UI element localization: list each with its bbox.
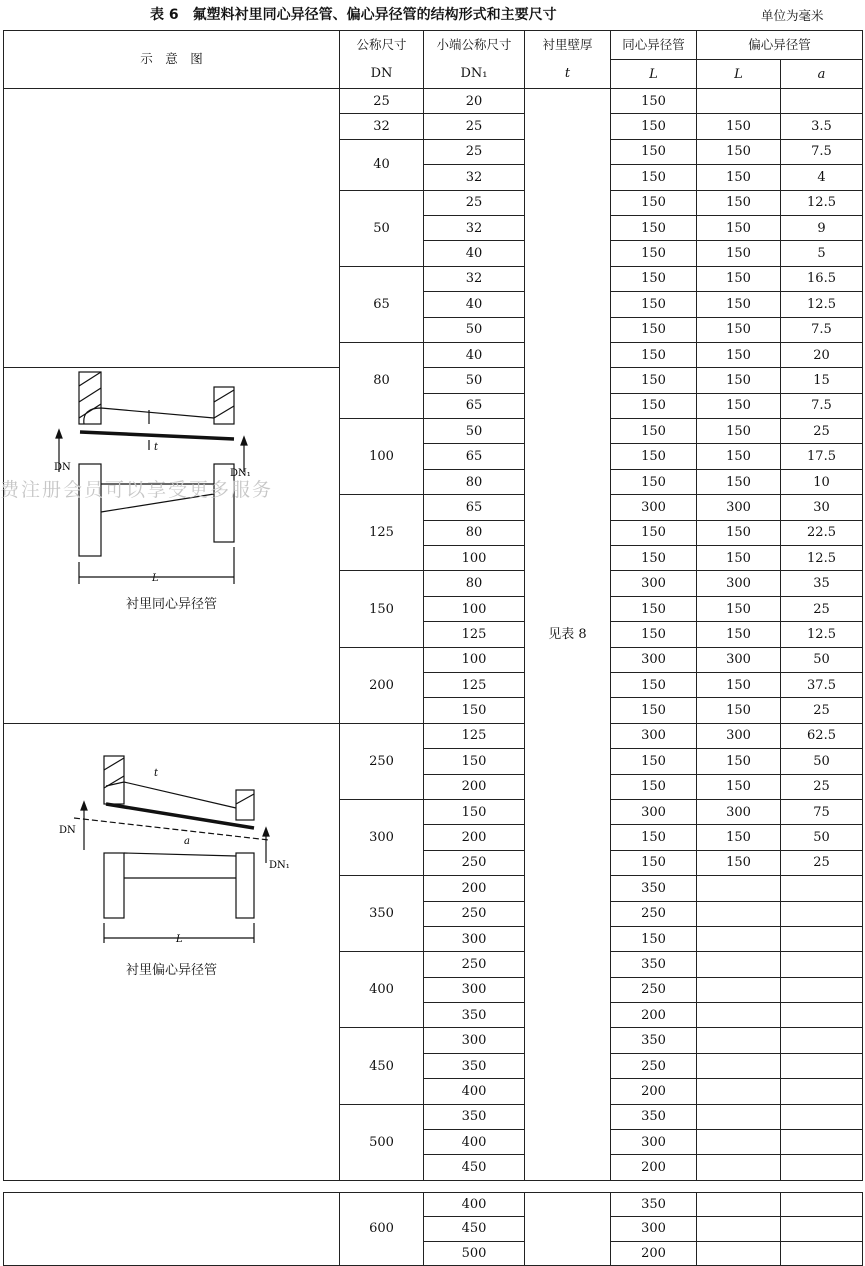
diagram-blank-bottom xyxy=(4,1193,340,1266)
dn1-cell: 150 xyxy=(424,698,525,723)
diagram-caption: 衬里偏心异径管 xyxy=(125,962,217,978)
eccentric-L-cell xyxy=(697,1028,781,1053)
label-t: t xyxy=(154,442,159,454)
eccentric-L-cell: 150 xyxy=(697,419,781,444)
label-dn: DN xyxy=(59,824,76,836)
eccentric-L-cell xyxy=(697,1003,781,1028)
eccentric-L-cell: 300 xyxy=(697,647,781,672)
concentric-L-cell: 150 xyxy=(611,850,697,875)
dn1-cell: 25 xyxy=(424,190,525,215)
dn1-cell: 250 xyxy=(424,952,525,977)
table-body xyxy=(4,89,863,1181)
eccentric-L-cell: 150 xyxy=(697,444,781,469)
eccentric-a-cell: 12.5 xyxy=(781,190,863,215)
dn-cell: 50 xyxy=(340,190,424,266)
concentric-L-cell: 150 xyxy=(611,698,697,723)
dn1-cell: 50 xyxy=(424,368,525,393)
concentric-reducer-drawing xyxy=(54,372,254,592)
concentric-L-cell: 150 xyxy=(611,89,697,114)
concentric-L-cell: 200 xyxy=(611,1241,697,1265)
eccentric-a-cell: 12.5 xyxy=(781,622,863,647)
dn1-cell: 300 xyxy=(424,926,525,951)
concentric-L-cell: 350 xyxy=(611,1104,697,1129)
eccentric-a-cell xyxy=(781,89,863,114)
eccentric-a-cell: 16.5 xyxy=(781,266,863,291)
diagram-eccentric xyxy=(4,723,340,1180)
dn1-cell: 200 xyxy=(424,876,525,901)
dn1-cell: 350 xyxy=(424,1003,525,1028)
eccentric-L-cell: 150 xyxy=(697,546,781,571)
eccentric-L-cell: 150 xyxy=(697,342,781,367)
concentric-L-cell: 350 xyxy=(611,1193,697,1217)
dn-cell: 350 xyxy=(340,876,424,952)
eccentric-L-cell xyxy=(697,1193,781,1217)
eccentric-L-cell: 150 xyxy=(697,368,781,393)
diagram-blank-top xyxy=(4,89,340,368)
eccentric-L-cell: 150 xyxy=(697,749,781,774)
concentric-L-cell: 350 xyxy=(611,952,697,977)
eccentric-L-cell: 150 xyxy=(697,520,781,545)
dn1-cell: 450 xyxy=(424,1155,525,1180)
concentric-L-cell: 250 xyxy=(611,1053,697,1078)
concentric-L-cell: 150 xyxy=(611,546,697,571)
eccentric-a-cell: 5 xyxy=(781,241,863,266)
table-row xyxy=(4,1193,863,1217)
dn1-cell: 500 xyxy=(424,1241,525,1265)
eccentric-L-cell: 300 xyxy=(697,723,781,748)
eccentric-a-cell: 10 xyxy=(781,469,863,494)
eccentric-L-cell: 300 xyxy=(697,571,781,596)
dn1-cell: 100 xyxy=(424,546,525,571)
eccentric-a-cell: 15 xyxy=(781,368,863,393)
header-dn-symbol: DN xyxy=(340,60,424,89)
dn-cell: 25 xyxy=(340,89,424,114)
dn1-cell: 80 xyxy=(424,469,525,494)
concentric-L-cell: 300 xyxy=(611,1130,697,1155)
dn1-cell: 32 xyxy=(424,215,525,240)
concentric-L-cell: 200 xyxy=(611,1079,697,1104)
dn1-cell: 250 xyxy=(424,901,525,926)
concentric-L-cell: 150 xyxy=(611,241,697,266)
concentric-L-cell: 150 xyxy=(611,266,697,291)
table-row xyxy=(4,723,863,748)
label-L: L xyxy=(176,933,183,945)
dimension-table-continued xyxy=(3,1192,863,1266)
eccentric-a-cell: 22.5 xyxy=(781,520,863,545)
diagram-caption: 衬里同心异径管 xyxy=(125,597,217,613)
title-bar xyxy=(0,0,865,30)
dn1-cell: 25 xyxy=(424,139,525,164)
dn1-cell: 150 xyxy=(424,799,525,824)
unit-note: 单位为毫米 xyxy=(761,8,824,23)
eccentric-L-cell: 150 xyxy=(697,241,781,266)
concentric-L-cell: 150 xyxy=(611,419,697,444)
eccentric-L-cell: 150 xyxy=(697,266,781,291)
dn1-cell: 200 xyxy=(424,825,525,850)
eccentric-a-cell: 17.5 xyxy=(781,444,863,469)
eccentric-L-cell xyxy=(697,926,781,951)
eccentric-a-cell: 7.5 xyxy=(781,393,863,418)
concentric-L-cell: 150 xyxy=(611,292,697,317)
concentric-L-cell: 150 xyxy=(611,825,697,850)
concentric-L-cell: 150 xyxy=(611,672,697,697)
eccentric-a-cell xyxy=(781,1104,863,1129)
concentric-L-cell: 200 xyxy=(611,1003,697,1028)
eccentric-a-cell xyxy=(781,1241,863,1265)
header-eccentric: 偏心异径管 xyxy=(697,31,863,60)
dn-cell: 500 xyxy=(340,1104,424,1180)
dn1-cell: 400 xyxy=(424,1130,525,1155)
eccentric-L-cell xyxy=(697,1053,781,1078)
eccentric-L-cell xyxy=(697,876,781,901)
concentric-L-cell: 150 xyxy=(611,317,697,342)
eccentric-L-cell xyxy=(697,1241,781,1265)
diagram-concentric xyxy=(4,368,340,723)
eccentric-a-cell xyxy=(781,1079,863,1104)
eccentric-a-cell xyxy=(781,1130,863,1155)
dn1-cell: 125 xyxy=(424,723,525,748)
dn1-cell: 65 xyxy=(424,444,525,469)
eccentric-a-cell: 50 xyxy=(781,825,863,850)
eccentric-L-cell: 150 xyxy=(697,850,781,875)
concentric-L-cell: 150 xyxy=(611,926,697,951)
dn1-cell: 40 xyxy=(424,292,525,317)
dn1-cell: 100 xyxy=(424,647,525,672)
eccentric-a-cell xyxy=(781,1003,863,1028)
label-dn1: DN₁ xyxy=(269,859,290,871)
header-thickness: 衬里壁厚 xyxy=(525,31,611,60)
dn-cell: 250 xyxy=(340,723,424,799)
table-row xyxy=(4,89,863,114)
concentric-L-cell: 300 xyxy=(611,1217,697,1241)
concentric-L-cell: 150 xyxy=(611,342,697,367)
eccentric-L-cell: 150 xyxy=(697,165,781,190)
concentric-L-cell: 300 xyxy=(611,723,697,748)
dn-cell: 450 xyxy=(340,1028,424,1104)
dn1-cell: 400 xyxy=(424,1079,525,1104)
concentric-L-cell: 300 xyxy=(611,647,697,672)
concentric-L-cell: 350 xyxy=(611,876,697,901)
eccentric-L-cell xyxy=(697,1217,781,1241)
eccentric-a-cell: 7.5 xyxy=(781,139,863,164)
eccentric-L-cell: 150 xyxy=(697,215,781,240)
eccentric-L-cell: 150 xyxy=(697,698,781,723)
concentric-L-cell: 300 xyxy=(611,571,697,596)
eccentric-a-cell: 25 xyxy=(781,850,863,875)
dn1-cell: 125 xyxy=(424,672,525,697)
dn-cell: 300 xyxy=(340,799,424,875)
header-concentric: 同心异径管 xyxy=(611,31,697,60)
dn1-cell: 50 xyxy=(424,419,525,444)
concentric-L-cell: 150 xyxy=(611,190,697,215)
eccentric-L-cell: 150 xyxy=(697,317,781,342)
eccentric-L-cell: 150 xyxy=(697,774,781,799)
dn1-cell: 65 xyxy=(424,495,525,520)
eccentric-L-cell xyxy=(697,977,781,1002)
eccentric-L-cell: 150 xyxy=(697,393,781,418)
eccentric-a-cell xyxy=(781,1193,863,1217)
dn1-cell: 40 xyxy=(424,342,525,367)
dimension-table xyxy=(3,30,863,1181)
dn1-cell: 200 xyxy=(424,774,525,799)
eccentric-L-cell xyxy=(697,89,781,114)
eccentric-L-cell: 150 xyxy=(697,190,781,215)
eccentric-L-cell: 150 xyxy=(697,622,781,647)
concentric-L-cell: 150 xyxy=(611,596,697,621)
concentric-L-cell: 150 xyxy=(611,520,697,545)
eccentric-a-cell: 25 xyxy=(781,419,863,444)
eccentric-a-cell: 9 xyxy=(781,215,863,240)
concentric-L-cell: 150 xyxy=(611,165,697,190)
header-eccentric-L: L xyxy=(697,60,781,89)
dn1-cell: 32 xyxy=(424,266,525,291)
dn1-cell: 350 xyxy=(424,1053,525,1078)
eccentric-L-cell xyxy=(697,952,781,977)
eccentric-a-cell: 75 xyxy=(781,799,863,824)
eccentric-L-cell xyxy=(697,901,781,926)
label-a: a xyxy=(184,835,190,847)
header-dn: 公称尺寸 xyxy=(340,31,424,60)
concentric-L-cell: 250 xyxy=(611,901,697,926)
eccentric-L-cell: 300 xyxy=(697,495,781,520)
eccentric-L-cell: 150 xyxy=(697,825,781,850)
dn-cell: 100 xyxy=(340,419,424,495)
eccentric-a-cell: 62.5 xyxy=(781,723,863,748)
eccentric-a-cell xyxy=(781,1155,863,1180)
eccentric-a-cell xyxy=(781,926,863,951)
dn1-cell: 100 xyxy=(424,596,525,621)
concentric-L-cell: 150 xyxy=(611,114,697,139)
eccentric-a-cell: 50 xyxy=(781,647,863,672)
header-diagram: 示 意 图 xyxy=(4,31,340,89)
label-dn: DN xyxy=(54,462,71,474)
eccentric-a-cell xyxy=(781,876,863,901)
eccentric-a-cell xyxy=(781,901,863,926)
label-t: t xyxy=(154,767,159,779)
table-title: 表 6 氟塑料衬里同心异径管、偏心异径管的结构形式和主要尺寸 xyxy=(150,7,557,23)
dn1-cell: 80 xyxy=(424,571,525,596)
eccentric-a-cell: 7.5 xyxy=(781,317,863,342)
eccentric-L-cell xyxy=(697,1155,781,1180)
table-row xyxy=(4,368,863,393)
eccentric-a-cell xyxy=(781,1028,863,1053)
label-dn1: DN₁ xyxy=(230,468,251,480)
concentric-L-cell: 150 xyxy=(611,368,697,393)
dn1-cell: 32 xyxy=(424,165,525,190)
eccentric-a-cell: 12.5 xyxy=(781,546,863,571)
eccentric-L-cell: 150 xyxy=(697,596,781,621)
concentric-L-cell: 150 xyxy=(611,749,697,774)
dn-cell: 125 xyxy=(340,495,424,571)
header-concentric-L: L xyxy=(611,60,697,89)
dn1-cell: 250 xyxy=(424,850,525,875)
eccentric-L-cell xyxy=(697,1104,781,1129)
dn-cell: 40 xyxy=(340,139,424,190)
dn-cell: 200 xyxy=(340,647,424,723)
label-L: L xyxy=(152,573,159,585)
eccentric-L-cell: 150 xyxy=(697,672,781,697)
concentric-L-cell: 200 xyxy=(611,1155,697,1180)
thickness-cell: 见表 8 xyxy=(525,89,611,1181)
dn1-cell: 40 xyxy=(424,241,525,266)
eccentric-a-cell xyxy=(781,977,863,1002)
eccentric-a-cell: 20 xyxy=(781,342,863,367)
concentric-L-cell: 250 xyxy=(611,977,697,1002)
header-dn1-symbol: DN₁ xyxy=(424,60,525,89)
concentric-L-cell: 150 xyxy=(611,215,697,240)
dn1-cell: 20 xyxy=(424,89,525,114)
dn1-cell: 25 xyxy=(424,114,525,139)
concentric-L-cell: 150 xyxy=(611,393,697,418)
table-body-continued xyxy=(4,1193,863,1266)
dn1-cell: 350 xyxy=(424,1104,525,1129)
eccentric-a-cell: 12.5 xyxy=(781,292,863,317)
watermark: 费注册会员可以享受更多服务 xyxy=(0,479,274,501)
eccentric-a-cell: 25 xyxy=(781,774,863,799)
dn1-cell: 50 xyxy=(424,317,525,342)
thickness-cell xyxy=(525,1193,611,1266)
eccentric-a-cell xyxy=(781,1053,863,1078)
concentric-L-cell: 350 xyxy=(611,1028,697,1053)
eccentric-L-cell: 150 xyxy=(697,114,781,139)
dn-cell: 150 xyxy=(340,571,424,647)
eccentric-reducer-drawing xyxy=(44,738,290,948)
header-thickness-symbol: t xyxy=(525,60,611,89)
eccentric-a-cell xyxy=(781,952,863,977)
eccentric-L-cell: 150 xyxy=(697,292,781,317)
eccentric-a-cell: 37.5 xyxy=(781,672,863,697)
eccentric-a-cell xyxy=(781,1217,863,1241)
eccentric-a-cell: 25 xyxy=(781,596,863,621)
dn1-cell: 300 xyxy=(424,977,525,1002)
concentric-L-cell: 150 xyxy=(611,469,697,494)
eccentric-a-cell: 25 xyxy=(781,698,863,723)
eccentric-a-cell: 4 xyxy=(781,165,863,190)
eccentric-L-cell xyxy=(697,1079,781,1104)
dn-cell: 400 xyxy=(340,952,424,1028)
dn-cell: 600 xyxy=(340,1193,424,1266)
dn-cell: 65 xyxy=(340,266,424,342)
eccentric-a-cell: 35 xyxy=(781,571,863,596)
eccentric-L-cell: 300 xyxy=(697,799,781,824)
eccentric-L-cell: 150 xyxy=(697,469,781,494)
dn1-cell: 300 xyxy=(424,1028,525,1053)
eccentric-L-cell: 150 xyxy=(697,139,781,164)
eccentric-a-cell: 50 xyxy=(781,749,863,774)
eccentric-a-cell: 3.5 xyxy=(781,114,863,139)
dn1-cell: 450 xyxy=(424,1217,525,1241)
dn1-cell: 150 xyxy=(424,749,525,774)
dn1-cell: 80 xyxy=(424,520,525,545)
dn1-cell: 65 xyxy=(424,393,525,418)
concentric-L-cell: 300 xyxy=(611,799,697,824)
header-dn1: 小端公称尺寸 xyxy=(424,31,525,60)
concentric-L-cell: 150 xyxy=(611,622,697,647)
dn-cell: 32 xyxy=(340,114,424,139)
concentric-L-cell: 150 xyxy=(611,774,697,799)
concentric-L-cell: 150 xyxy=(611,139,697,164)
dn-cell: 80 xyxy=(340,342,424,418)
concentric-L-cell: 150 xyxy=(611,444,697,469)
eccentric-L-cell xyxy=(697,1130,781,1155)
eccentric-a-cell: 30 xyxy=(781,495,863,520)
dn1-cell: 400 xyxy=(424,1193,525,1217)
concentric-L-cell: 300 xyxy=(611,495,697,520)
dn1-cell: 125 xyxy=(424,622,525,647)
header-eccentric-a: a xyxy=(781,60,863,89)
